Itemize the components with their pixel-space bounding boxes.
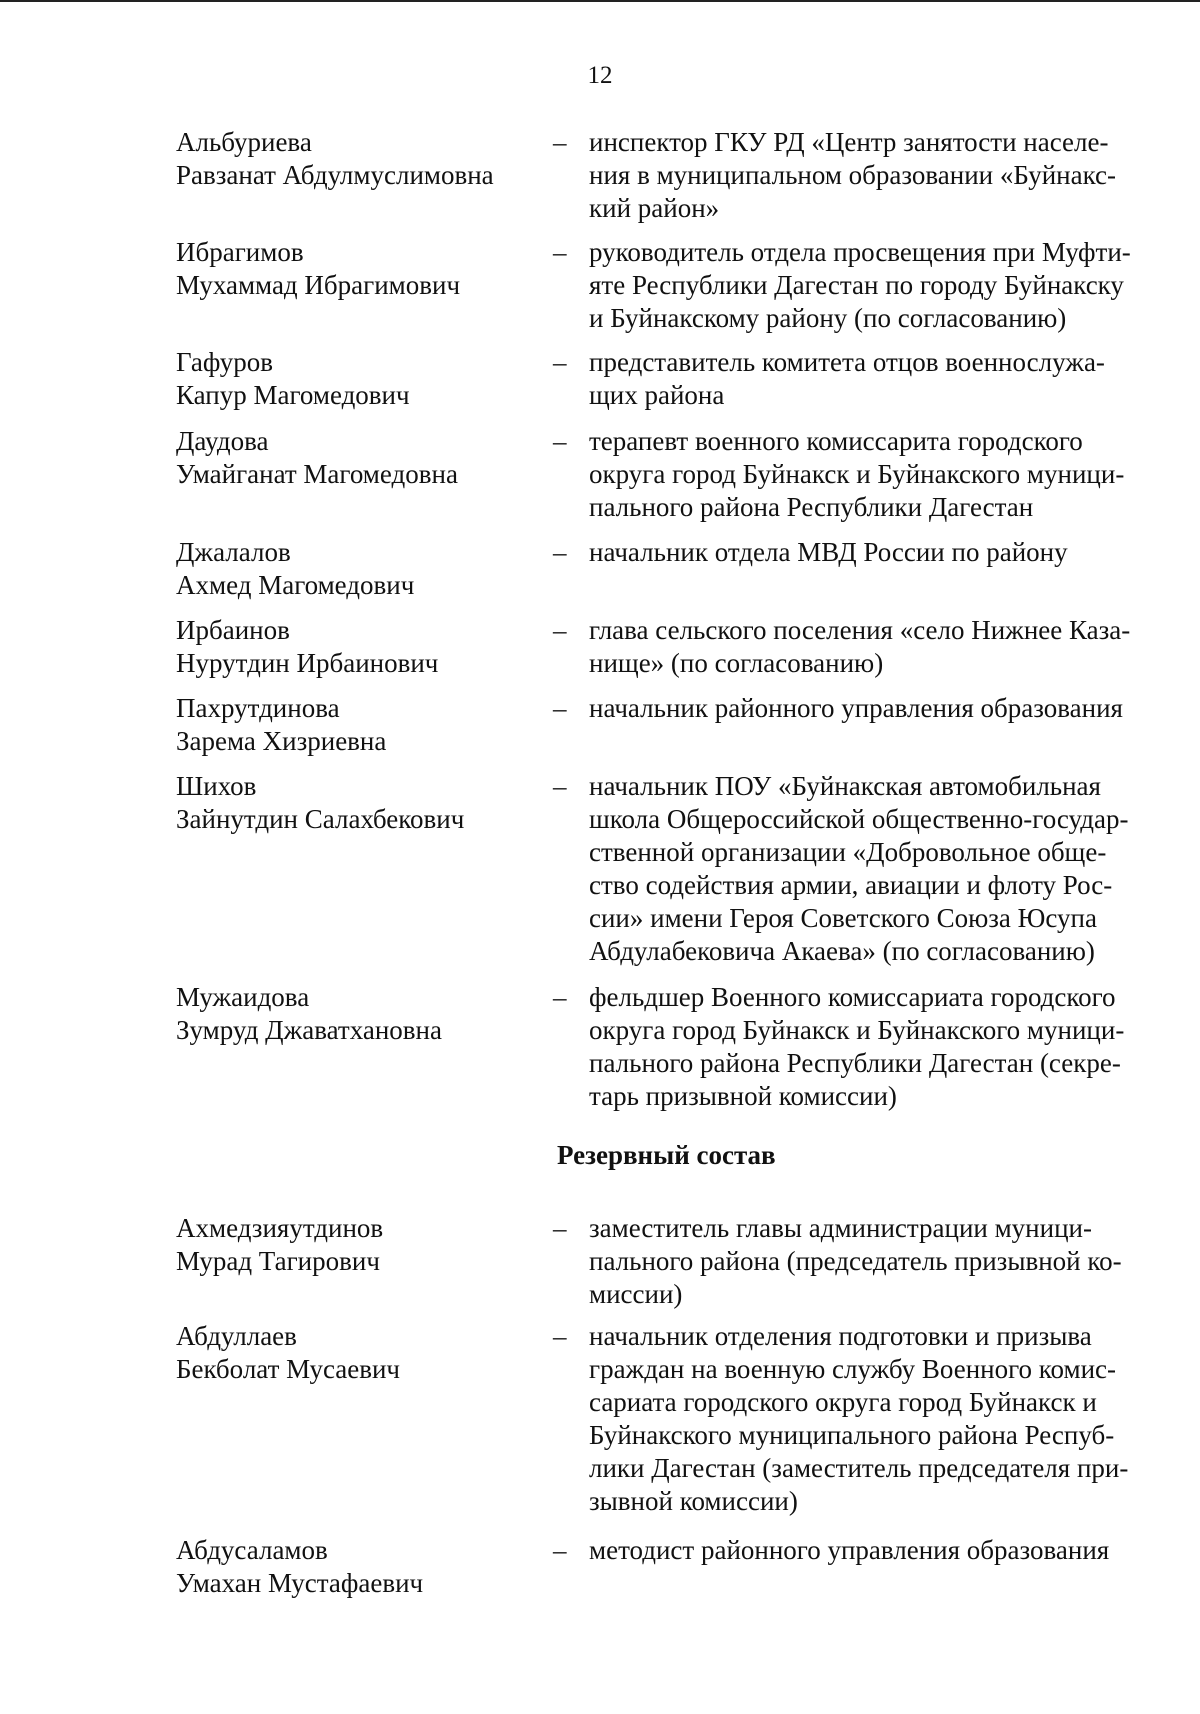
role-line: нище» (по согласованию) [589, 648, 884, 678]
role-line: зывной комиссии) [589, 1486, 798, 1516]
member-role [589, 236, 1163, 335]
top-border-line [0, 0, 1200, 2]
role-line: ство содействия армии, авиации и флоту Рос- [589, 870, 1113, 900]
role-line: пального района Республики Дагестан (секре- [589, 1048, 1121, 1078]
dash: – [553, 693, 567, 723]
role-line: заместитель главы администрации муници- [589, 1213, 1092, 1243]
role-line: лики Дагестан (заместитель председателя при- [589, 1453, 1129, 1483]
member-role [589, 981, 1163, 1113]
dash: – [553, 426, 567, 456]
role-line: представитель комитета отцов военнослужа- [589, 347, 1105, 377]
member-given-name: Умахан Мустафаевич [176, 1568, 424, 1598]
role-line: начальник отделения подготовки и призыва [589, 1321, 1092, 1351]
dash: – [553, 537, 567, 567]
role-line: терапевт военного комиссарита городского [589, 426, 1083, 456]
member-given-name: Зайнутдин Салахбекович [176, 804, 465, 834]
member-name [176, 425, 536, 491]
dash: – [553, 1213, 567, 1243]
dash: – [553, 237, 567, 267]
role-line: щих района [589, 380, 725, 410]
role-line: начальник отдела МВД России по району [589, 537, 1068, 567]
member-given-name: Бекболат Мусаевич [176, 1354, 401, 1384]
role-line: пального района (председатель призывной ко- [589, 1246, 1122, 1276]
member-name [176, 770, 536, 836]
role-line: глава сельского поселения «село Нижнее Каза- [589, 615, 1131, 645]
member-role [589, 770, 1163, 968]
member-role [589, 425, 1163, 524]
role-line: яте Республики Дагестан по городу Буйнакску [589, 270, 1124, 300]
member-surname: Джалалов [176, 537, 291, 567]
role-line: пального района Республики Дагестан [589, 492, 1034, 522]
reserve-section-heading: Резервный состав [557, 1140, 776, 1170]
role-line: тарь призывной комиссии) [589, 1081, 897, 1111]
member-name [176, 346, 536, 412]
member-name [176, 126, 536, 192]
member-given-name: Равзанат Абдулмуслимовна [176, 160, 494, 190]
role-line: сии» имени Героя Советского Союза Юсупа [589, 903, 1097, 933]
member-surname: Даудова [176, 426, 269, 456]
member-surname: Шихов [176, 771, 257, 801]
dash: – [553, 1535, 567, 1565]
member-surname: Абдусаламов [176, 1535, 328, 1565]
member-given-name: Нурутдин Ирбаинович [176, 648, 439, 678]
member-name [176, 981, 536, 1047]
role-line: Буйнакского муниципального района Респуб- [589, 1420, 1115, 1450]
member-role [589, 536, 1163, 569]
member-role [589, 692, 1163, 725]
role-line: руководитель отдела просвещения при Муфти- [589, 237, 1131, 267]
dash: – [553, 127, 567, 157]
member-surname: Альбуриева [176, 127, 312, 157]
role-line: граждан на военную службу Военного комис- [589, 1354, 1116, 1384]
dash: – [553, 1321, 567, 1351]
member-name [176, 536, 536, 602]
member-surname: Ирбаинов [176, 615, 290, 645]
role-line: инспектор ГКУ РД «Центр занятости населе- [589, 127, 1109, 157]
member-surname: Ибрагимов [176, 237, 304, 267]
member-name [176, 1320, 536, 1386]
member-name [176, 614, 536, 680]
member-given-name: Капур Магомедович [176, 380, 410, 410]
dash: – [553, 615, 567, 645]
member-role [589, 1534, 1163, 1567]
member-given-name: Умайганат Магомедовна [176, 459, 458, 489]
dash: – [553, 771, 567, 801]
member-role [589, 346, 1163, 412]
role-line: фельдшер Военного комиссариата городского [589, 982, 1116, 1012]
role-line: и Буйнакскому району (по согласованию) [589, 303, 1067, 333]
role-line: ния в муниципальном образовании «Буйнакс- [589, 160, 1117, 190]
member-given-name: Ахмед Магомедович [176, 570, 415, 600]
role-line: ственной организации «Добровольное обще- [589, 837, 1107, 867]
member-name [176, 1212, 536, 1278]
member-name [176, 236, 536, 302]
member-surname: Пахрутдинова [176, 693, 340, 723]
role-line: Абдулабековича Акаева» (по согласованию) [589, 936, 1095, 966]
member-given-name: Зумруд Джаватхановна [176, 1015, 442, 1045]
dash: – [553, 347, 567, 377]
role-line: округа город Буйнакск и Буйнакского муници- [589, 1015, 1125, 1045]
member-role [589, 126, 1163, 225]
member-role [589, 614, 1163, 680]
member-name [176, 692, 536, 758]
role-line: округа город Буйнакск и Буйнакского муници- [589, 459, 1125, 489]
member-name [176, 1534, 536, 1600]
role-line: школа Общероссийской общественно-государ- [589, 804, 1129, 834]
member-given-name: Зарема Хизриевна [176, 726, 387, 756]
dash: – [553, 982, 567, 1012]
role-line: миссии) [589, 1279, 683, 1309]
member-given-name: Мухаммад Ибрагимович [176, 270, 461, 300]
role-line: начальник районного управления образования [589, 693, 1123, 723]
member-surname: Абдуллаев [176, 1321, 297, 1351]
role-line: кий район» [589, 193, 720, 223]
member-role [589, 1212, 1163, 1311]
member-surname: Мужаидова [176, 982, 310, 1012]
page-number: 12 [587, 62, 613, 89]
role-line: методист районного управления образования [589, 1535, 1110, 1565]
member-given-name: Мурад Тагирович [176, 1246, 380, 1276]
role-line: сариата городского округа город Буйнакск и [589, 1387, 1097, 1417]
member-surname: Ахмедзияутдинов [176, 1213, 384, 1243]
role-line: начальник ПОУ «Буйнакская автомобильная [589, 771, 1101, 801]
member-surname: Гафуров [176, 347, 273, 377]
member-role [589, 1320, 1163, 1518]
